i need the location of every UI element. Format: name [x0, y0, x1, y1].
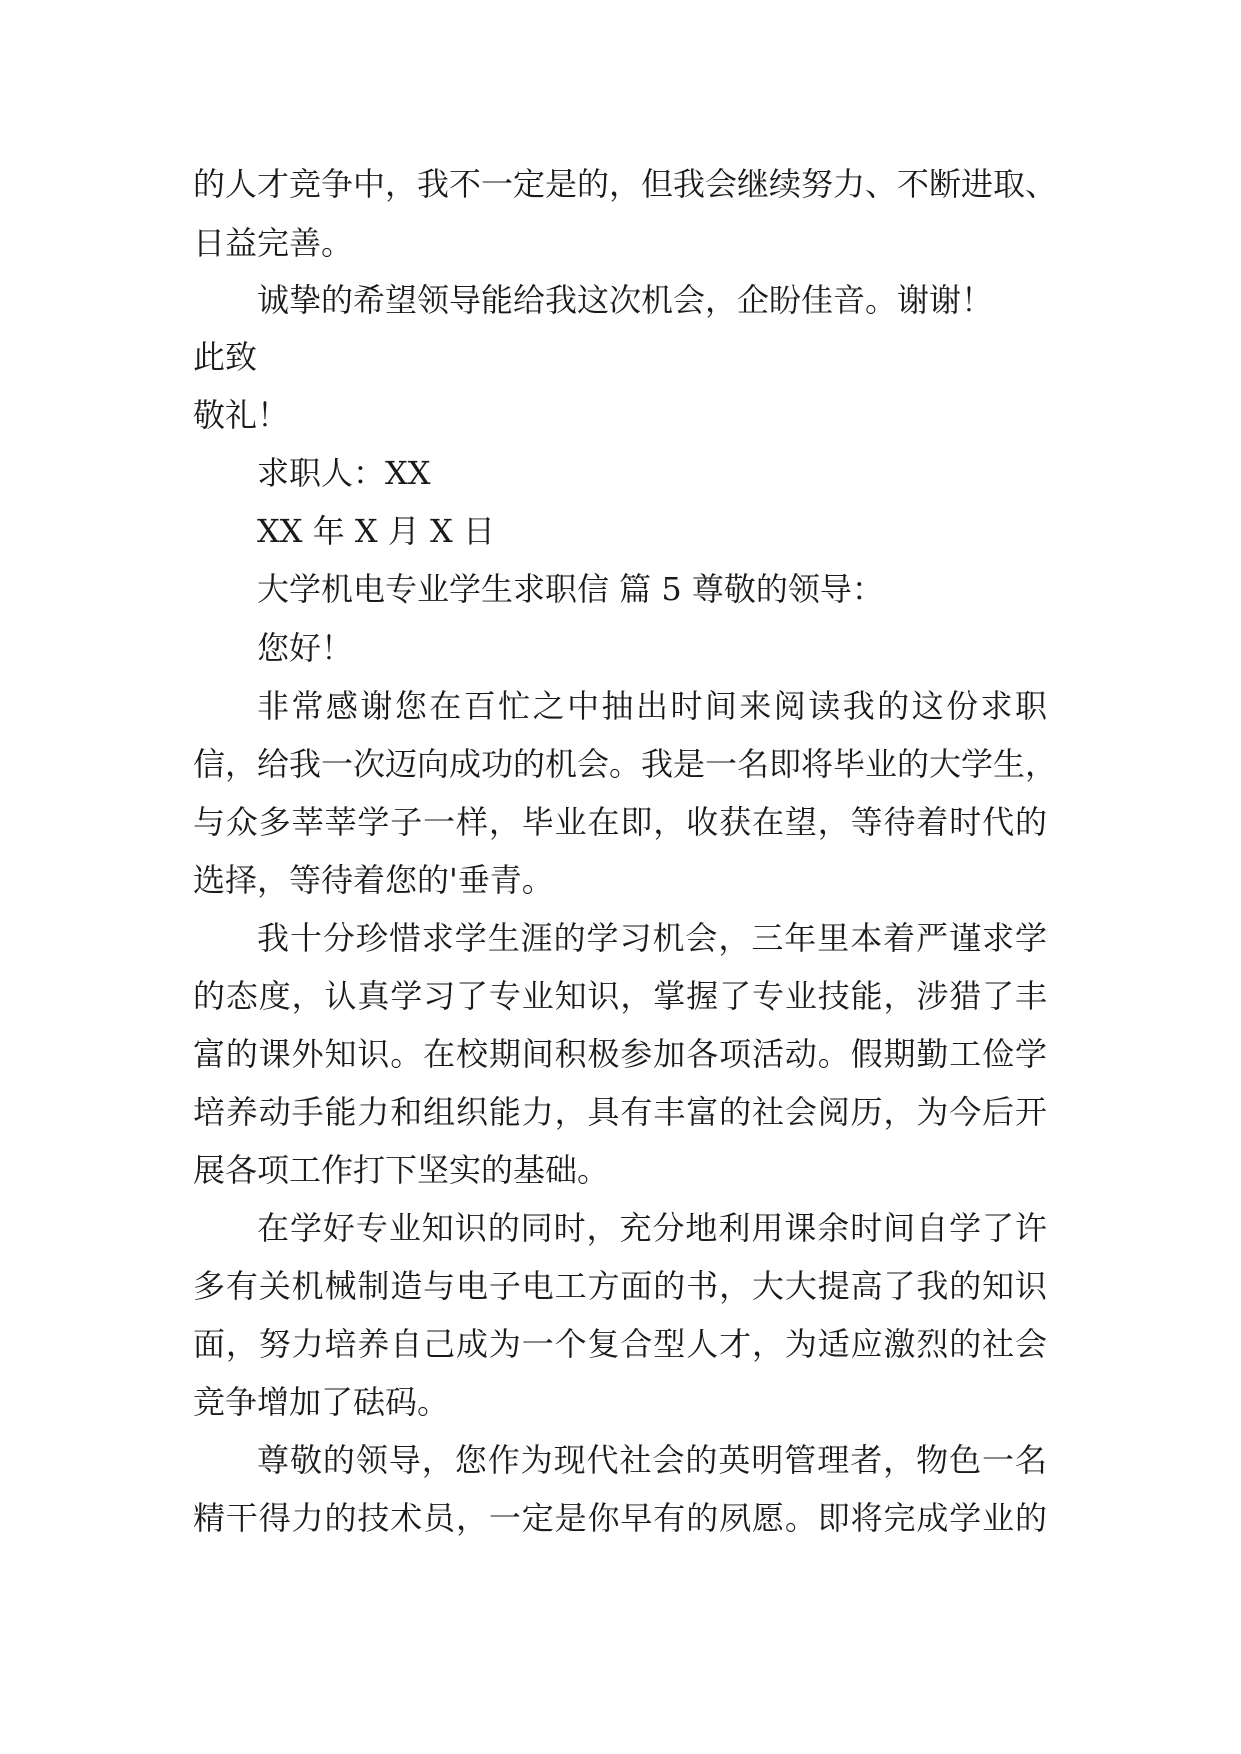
- text-line: 您好！: [257, 629, 354, 667]
- text-line: 诚挚的希望领导能给我这次机会，企盼佳音。谢谢！: [257, 281, 994, 319]
- text-line: 日益完善。: [193, 224, 354, 262]
- text-line: 非常感谢您在百忙之中抽出时间来阅读我的这份求职: [257, 687, 1047, 725]
- text-line: 我十分珍惜求学生涯的学习机会，三年里本着严谨求学: [257, 919, 1047, 957]
- text-line: 敬礼！: [193, 396, 290, 434]
- text-line: 选择，等待着您的'垂青。: [193, 861, 554, 899]
- text-line: 在学好专业知识的同时，充分地利用课余时间自学了许: [257, 1209, 1047, 1247]
- text-line: 与众多莘莘学子一样，毕业在即，收获在望，等待着时代的: [193, 803, 1047, 841]
- text-line: 展各项工作打下坚实的基础。: [193, 1151, 610, 1189]
- text-line: 此致: [193, 338, 258, 376]
- text-line: 的态度，认真学习了专业知识，掌握了专业技能，涉猎了丰: [193, 977, 1047, 1015]
- text-line: 大学机电专业学生求职信 篇 5 尊敬的领导：: [257, 570, 884, 608]
- text-line: 的人才竞争中，我不一定是的，但我会继续努力、不断进取、: [193, 165, 1058, 203]
- text-line: 求职人：XX: [257, 454, 431, 492]
- text-line: 信，给我一次迈向成功的机会。我是一名即将毕业的大学生，: [193, 745, 1058, 783]
- text-line: 培养动手能力和组织能力，具有丰富的社会阅历，为今后开: [193, 1093, 1047, 1131]
- text-line: 竞争增加了砝码。: [193, 1383, 450, 1421]
- text-line: 多有关机械制造与电子电工方面的书，大大提高了我的知识: [193, 1267, 1047, 1305]
- text-line: 尊敬的领导，您作为现代社会的英明管理者，物色一名: [257, 1441, 1047, 1479]
- text-line: 精干得力的技术员，一定是你早有的夙愿。即将完成学业的: [193, 1499, 1047, 1537]
- text-line: XX 年 X 月 X 日: [257, 512, 495, 550]
- text-line: 面，努力培养自己成为一个复合型人才，为适应激烈的社会: [193, 1325, 1047, 1363]
- text-line: 富的课外知识。在校期间积极参加各项活动。假期勤工俭学: [193, 1035, 1047, 1073]
